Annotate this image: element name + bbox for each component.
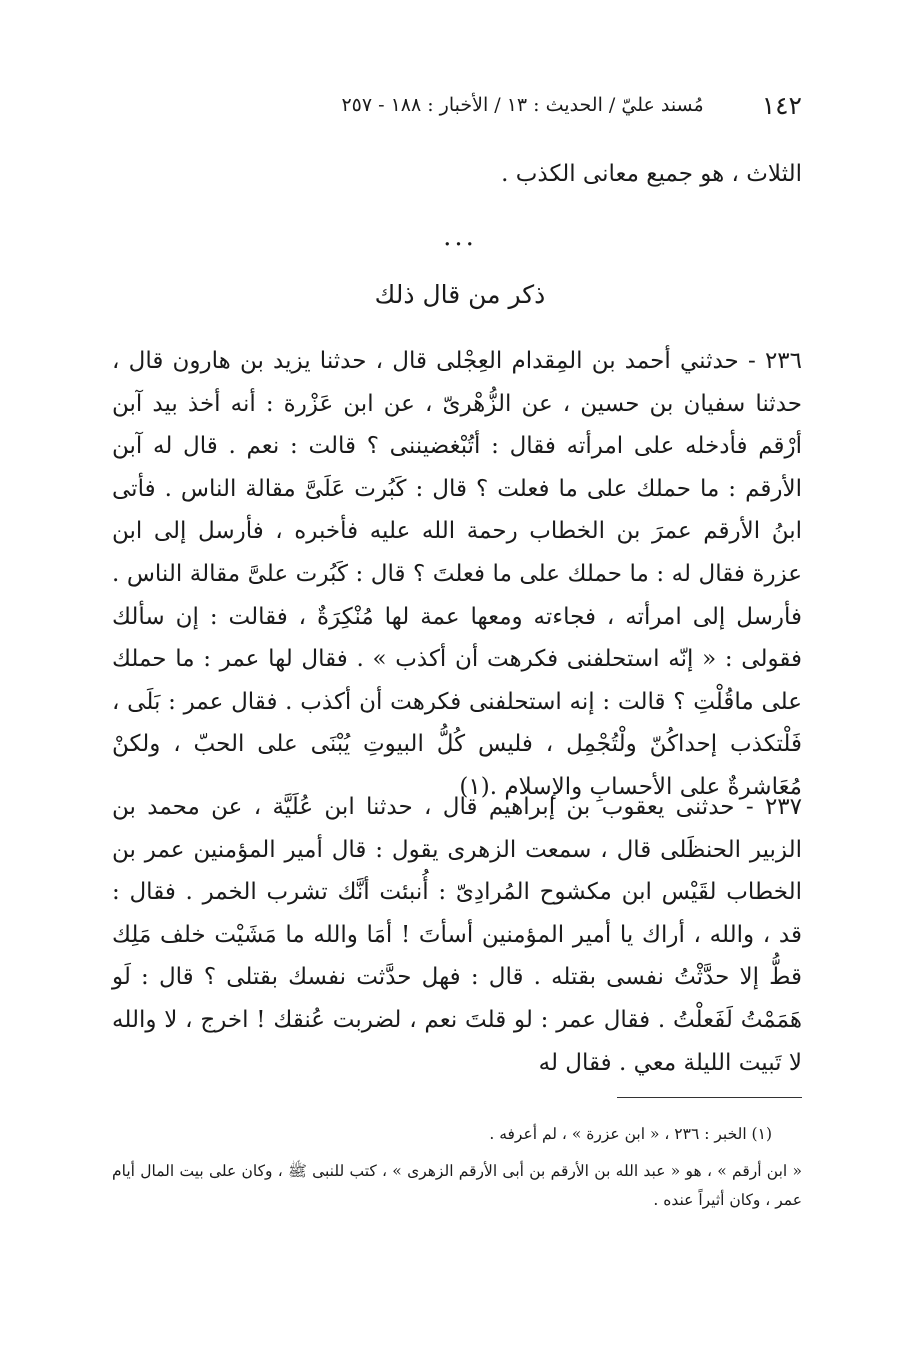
page-number: ١٤٢ — [761, 90, 802, 120]
running-head — [112, 88, 802, 122]
running-head-title: مُسند عليّ / الحديث : ١٣ / الأخبار : ١٨٨ - ٢٥٧ — [341, 94, 704, 116]
hadith-237-paragraph: ٢٣٧ - حدثنى يعقوب بن إبراهيم قال ، حدثنا ابن عُلَيَّة ، عن محمد بن الزبير الحنظَلى قال ، سمعت الزهرى يقول : قال أمير المؤمنين عمر بن الخطاب لقَيْس ابن مكشوح المُرادِىّ : أُنبئت أنَّك تشرب الخمر . فقال : قد ، والله ، أراك يا أمير المؤمنين أسأتَ ! أمَا والله ما مَشَيْت خلف مَلِك قطُّ إلا حدَّثْتُ نفسى بقتله . قال : فهل حدَّثت نفسك بقتلى ؟ قال : لَو هَمَمْتُ لَفَعلْتُ . فقال عمر : لو قلتَ نعم ، لضربت عُنقك ! اخرج ، لا والله لا تَبيت الليلة معي . فقال له — [112, 794, 802, 1076]
continuation-line: الثلاث ، هو جميع معانى الكذب . — [501, 161, 802, 187]
section-heading: ذكر من قال ذلك — [374, 280, 546, 309]
footnote-divider — [617, 1097, 802, 1098]
footnote-1: (١) الخبر : ٢٣٦ ، « ابن عزرة » ، لم أعرفه . — [489, 1125, 772, 1143]
footnote-1-continuation: « ابن أرقم » ، هو « عبد الله بن الأرقم بن أبى الأرقم الزهرى » ، كتب للنبى ﷺ ، وكان على بيت المال أيام عمر ، وكان أثيراً عنده . — [112, 1162, 802, 1209]
footnotes — [112, 1120, 802, 1223]
hadith-236-paragraph: ٢٣٦ - حدثني أحمد بن المِقدام العِجْلى قال ، حدثنا يزيد بن هارون قال ، حدثنا سفيان بن حسين ، عن الزُّهْرىّ ، عن ابن عَزْرة : أنه أخذ بيد آبن أرْقم فأدخله على امرأته فقال : أتُبْغضيننى ؟ قالت : نعم . قال له آبن الأرقم : ما حملك على ما فعلت ؟ قال : كَبُرت عَلَىَّ مقالة الناس . فأتى ابنُ الأرقم عمرَ بن الخطاب رحمة الله عليه فأخبره ، فأرسل إلى ابن عزرة فقال له : ما حملك على ما فعلتَ ؟ قال : كَبُرت علىَّ مقالة الناس . فأرسل إلى امرأته ، فجاءته ومعها عمة لها مُنْكِرَةٌ ، فقالت : إن سألك فقولى : « إنّه استحلفنى فكرهت أن أكذب » . فقال لها عمر : ما حملك على ماقُلْتِ ؟ قالت : إنه استحلفنى فكرهت أن أكذب . فقال عمر : بَلَى ، فَلْتكذب إحداكُنّ ولْتُجْمِل ، فليس كُلُّ البيوتِ يُبْنَى على الحبّ ، ولكنْ مُعَاشرةٌ على الأحسابِ والإسلام .(١) — [112, 348, 802, 800]
section-ornament: ... — [443, 222, 477, 252]
